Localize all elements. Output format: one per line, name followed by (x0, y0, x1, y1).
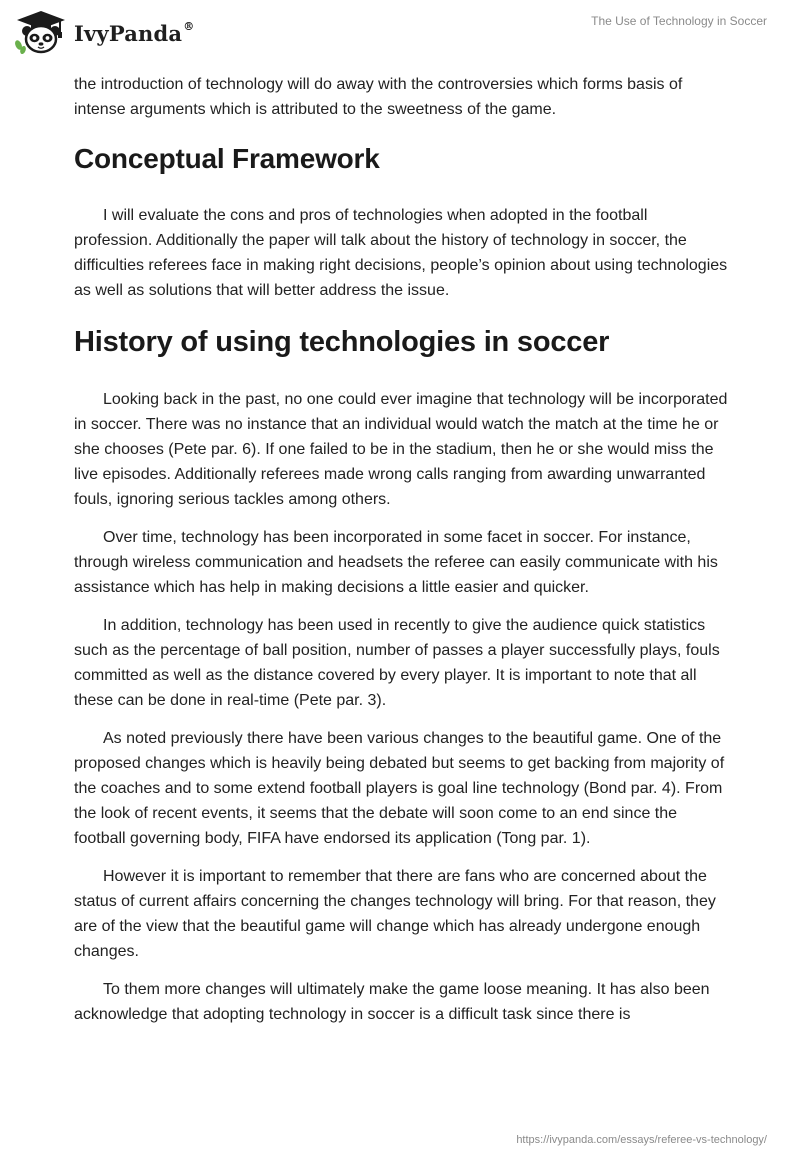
essay-content (74, 72, 728, 1027)
panda-graduate-icon (14, 10, 68, 54)
history-paragraph: As noted previously there have been various changes to the beautiful game. One of the proposed changes which is heavily being debated but seems to get backing from majority of the coaches and to some extend football players is goal line technology (Bond par. 4). From the look of recent events, it seems that the debate will soon come to an end since the football governing body, FIFA have endorsed its application (Tong par. 1). (74, 730, 725, 847)
history-paragraph: However it is important to remember that there are fans who are concerned about the status of current affairs concerning the changes technology will bring. For that reason, they are of the view that the beautiful game will change which has already undergone enough changes. (74, 868, 716, 960)
ivypanda-logo[interactable] (14, 9, 194, 55)
document-title: The Use of Technology in Soccer (591, 14, 767, 28)
history-paragraph: To them more changes will ultimately make the game loose meaning. It has also been acknowledge that adopting technology in soccer is a difficult task since there is (74, 981, 710, 1023)
conceptual-paragraph: I will evaluate the cons and pros of technologies when adopted in the football profession. Additionally the paper will talk about the history of technology in soccer, the difficulties referees face in making right decisions, people’s opinion about using technologies as well as solutions that will better address the issue. (74, 207, 728, 299)
heading-conceptual-framework: Conceptual Framework (74, 143, 380, 174)
source-url-link[interactable]: https://ivypanda.com/essays/referee-vs-technology/ (516, 1134, 767, 1146)
registered-mark: ® (183, 19, 195, 33)
intro-paragraph: the introduction of technology will do away with the controversies which forms basis of intense arguments which is attributed to the sweetness of the game. (74, 76, 683, 118)
history-paragraph: Over time, technology has been incorporated in some facet in soccer. For instance, through wireless communication and headsets the referee can easily communicate with his assistance which has help in making decisions a little easier and quicker. (74, 529, 718, 596)
heading-history: History of using technologies in soccer (74, 326, 610, 358)
brand-name: IvyPanda® (74, 19, 195, 46)
history-paragraph: In addition, technology has been used in recently to give the audience quick statistics such as the percentage of ball position, number of passes a player successfully plays, fouls committed as well as the distance covered by every player. It is important to note that all these can be done in real-time (Pete par. 3). (74, 617, 720, 709)
page-header (0, 0, 800, 70)
history-paragraph: Looking back in the past, no one could ever imagine that technology will be incorporated in soccer. There was no instance that an individual would watch the match at the time he or she chooses (Pete par. 6). If one failed to be in the stadium, then he or she would miss the live episodes. Additionally referees made wrong calls ranging from awarding unwarranted fouls, ignoring serious tackles among others. (74, 391, 728, 508)
